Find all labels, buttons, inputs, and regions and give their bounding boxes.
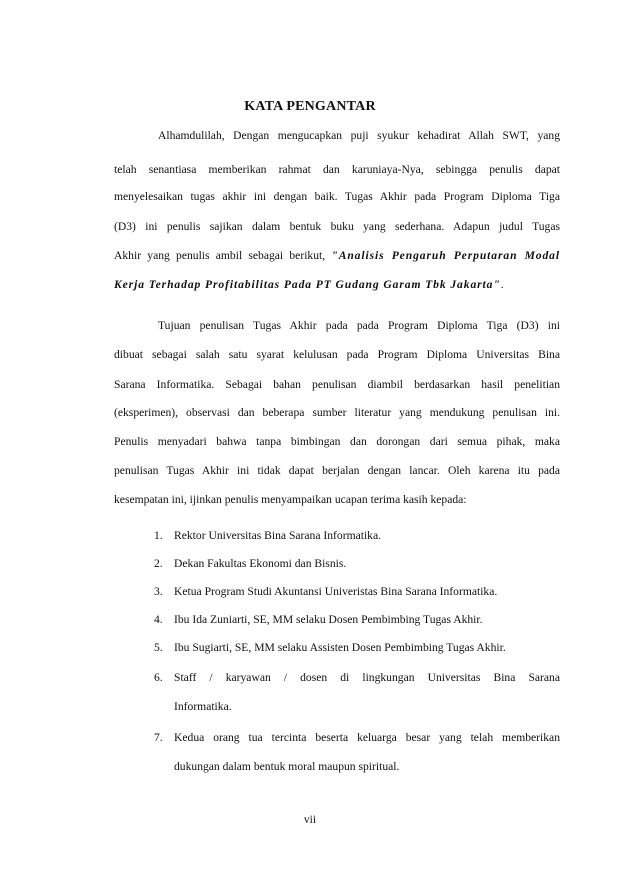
list-text: Ketua Program Studi Akuntansi Univeristas Bina Sarana Informatika. xyxy=(174,585,498,598)
paragraph-line: telah senantiasa memberikan rahmat dan karuniaya-Nya, sebingga penulis dapat xyxy=(114,163,560,176)
list-text: Rektor Universitas Bina Sarana Informatika. xyxy=(174,529,382,542)
paragraph-line: Sarana Informatika. Sebagai bahan penulisan diambil berdasarkan hasil penelitian xyxy=(114,378,560,391)
list-number: 7. xyxy=(154,731,163,744)
list-number: 4. xyxy=(154,613,163,626)
list-item xyxy=(114,528,560,544)
paragraph-line: Alhamdulilah, Dengan mengucapkan puji syukur kehadirat Allah SWT, yang xyxy=(158,129,560,142)
paragraph-line xyxy=(114,248,560,264)
page-number: vii xyxy=(303,813,317,826)
paragraph-line: (eksperimen), observasi dan beberapa sumber literatur yang mendukung penulisan ini. xyxy=(114,406,560,419)
thesis-title-part-2: Kerja Terhadap Profitabilitas Pada PT Gudang Garam Tbk Jakarta" xyxy=(114,278,501,291)
list-number: 2. xyxy=(154,557,163,570)
list-item xyxy=(114,670,560,686)
list-number: 5. xyxy=(154,641,163,654)
thesis-title-part-1: "Analisis Pengaruh Perputaran Modal xyxy=(331,249,561,262)
list-text: dukungan dalam bentuk moral maupun spiritual. xyxy=(174,760,400,773)
list-text: Ibu Sugiarti, SE, MM selaku Assisten Dosen Pembimbing Tugas Akhir. xyxy=(174,641,506,654)
list-text: Ibu Ida Zuniarti, SE, MM selaku Dosen Pembimbing Tugas Akhir. xyxy=(174,613,483,626)
list-item-continuation xyxy=(114,699,560,715)
list-item xyxy=(114,730,560,746)
paragraph-text: Akhir yang penulis ambil sebagai berikut, xyxy=(114,249,332,262)
list-number: 3. xyxy=(154,585,163,598)
list-item xyxy=(114,584,560,600)
page-title: KATA PENGANTAR xyxy=(244,99,376,114)
paragraph-line: Penulis menyadari bahwa tanpa bimbingan dan dorongan dari semua pihak, maka xyxy=(114,435,560,448)
paragraph-line: (D3) ini penulis sajikan dalam bentuk buku yang sederhana. Adapun judul Tugas xyxy=(114,220,560,233)
list-text: Kedua orang tua tercinta beserta keluarga besar yang telah memberikan xyxy=(174,731,560,744)
paragraph-line: Tujuan penulisan Tugas Akhir pada pada Program Diploma Tiga (D3) ini xyxy=(158,319,560,332)
paragraph-line xyxy=(114,277,560,293)
paragraph-line: penulisan Tugas Akhir ini tidak dapat berjalan dengan lancar. Oleh karena itu pada xyxy=(114,464,560,477)
list-item-continuation xyxy=(114,759,560,775)
list-item xyxy=(114,612,560,628)
list-text: Dekan Fakultas Ekonomi dan Bisnis. xyxy=(174,557,347,570)
list-number: 1. xyxy=(154,529,163,542)
list-item xyxy=(114,556,560,572)
paragraph-line: kesempatan ini, ijinkan penulis menyampaikan ucapan terima kasih kepada: xyxy=(114,493,467,506)
list-text: Staff / karyawan / dosen di lingkungan Universitas Bina Sarana xyxy=(174,671,560,684)
paragraph-text: . xyxy=(500,278,504,291)
list-text: Informatika. xyxy=(174,700,232,713)
paragraph-line: dibuat sebagai salah satu syarat kelulusan pada Program Diploma Universitas Bina xyxy=(114,348,560,361)
list-number: 6. xyxy=(154,671,163,684)
list-item xyxy=(114,640,560,656)
paragraph-line: menyelesaikan tugas akhir ini dengan baik. Tugas Akhir pada Program Diploma Tiga xyxy=(114,190,560,203)
